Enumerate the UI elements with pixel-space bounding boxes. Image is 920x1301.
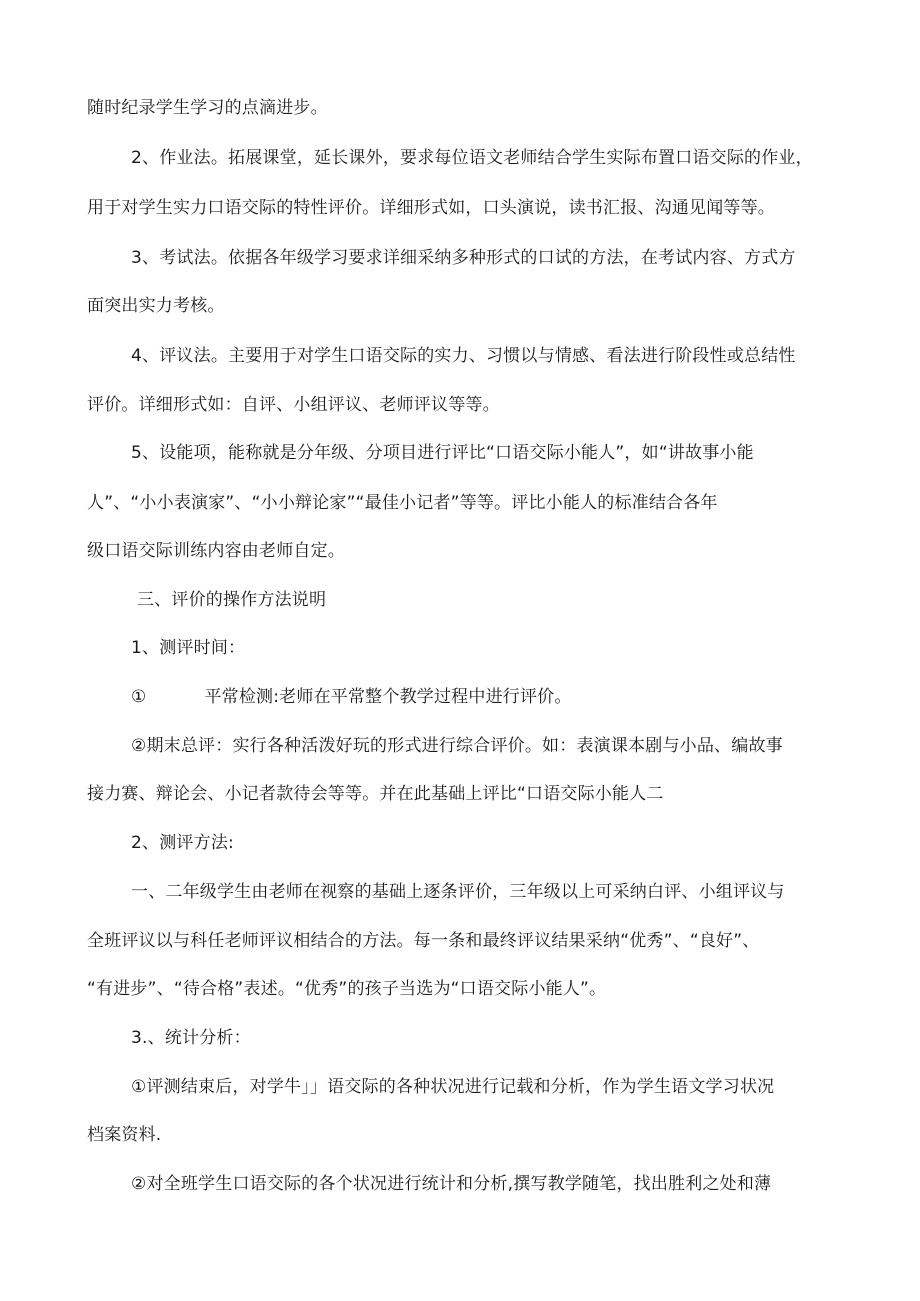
list-marker: ①	[131, 687, 147, 707]
subsection-heading: 3.、统计分析：	[131, 1028, 251, 1048]
text-line: 人”、“小小表演家”、“小小辩论家”“最佳小记者”等等。评比小能人的标准结合各年	[87, 493, 718, 513]
text-line: 档案资料.	[87, 1125, 162, 1145]
subsection-heading: 1、测评时间：	[131, 638, 246, 658]
text-line: “有进步”、“待合格”表述。“优秀”的孩子当选为“口语交际小能人”。	[87, 979, 607, 999]
paragraph-heading: 4、评议法。主要用于对学生口语交际的实力、习惯以与情感、看法进行阶段性或总结性	[131, 346, 796, 366]
text-line: 接力赛、辩论会、小记者款待会等等。并在此基础上评比“口语交际小能人二	[87, 784, 664, 804]
text-line: 随时纪录学生学习的点滴进步。	[87, 98, 328, 118]
list-item: ②期末总评：实行各种活泼好玩的形式进行综合评价。如：表演课本剧与小品、编故事	[131, 736, 783, 756]
list-item: ①评测结束后，对学牛」」语交际的各种状况进行记载和分析，作为学生语文学习状况	[131, 1077, 775, 1097]
text-line: 面突出实力考核。	[87, 296, 225, 316]
paragraph-heading: 5、设能项，能称就是分年级、分项目进行评比“口语交际小能人”，如“讲故事小能	[131, 443, 754, 463]
list-item-text: 平常检测:老师在平常整个教学过程中进行评价。	[204, 687, 572, 707]
text-line: 用于对学生实力口语交际的特性评价。详细形式如，口头演说，读书汇报、沟通见闻等等。	[87, 198, 775, 218]
paragraph-heading: 一、二年级学生由老师在视察的基础上逐条评价，三年级以上可采纳白评、小组评议与	[131, 882, 785, 902]
paragraph-heading: 2、作业法。拓展课堂，延长课外，要求每位语文老师结合学生实际布置口语交际的作业，	[131, 148, 813, 168]
text-line: 评价。详细形式如：自评、小组评议、老师评议等等。	[87, 395, 500, 415]
subsection-heading: 2、测评方法:	[131, 833, 234, 853]
section-heading: 三、评价的操作方法说明	[137, 590, 327, 610]
paragraph-heading: 3、考试法。依据各年级学习要求详细采纳多种形式的口试的方法，在考试内容、方式方	[131, 248, 796, 268]
text-line: 级口语交际训练内容由老师自定。	[87, 541, 345, 561]
text-line: 全班评议以与科任老师评议相结合的方法。每一条和最终评议结果采纳“优秀”、“良好”、	[87, 931, 760, 951]
list-item: ②对全班学生口语交际的各个状况进行统计和分析,撰写教学随笔，找出胜利之处和薄	[131, 1174, 772, 1194]
list-item	[131, 685, 572, 709]
